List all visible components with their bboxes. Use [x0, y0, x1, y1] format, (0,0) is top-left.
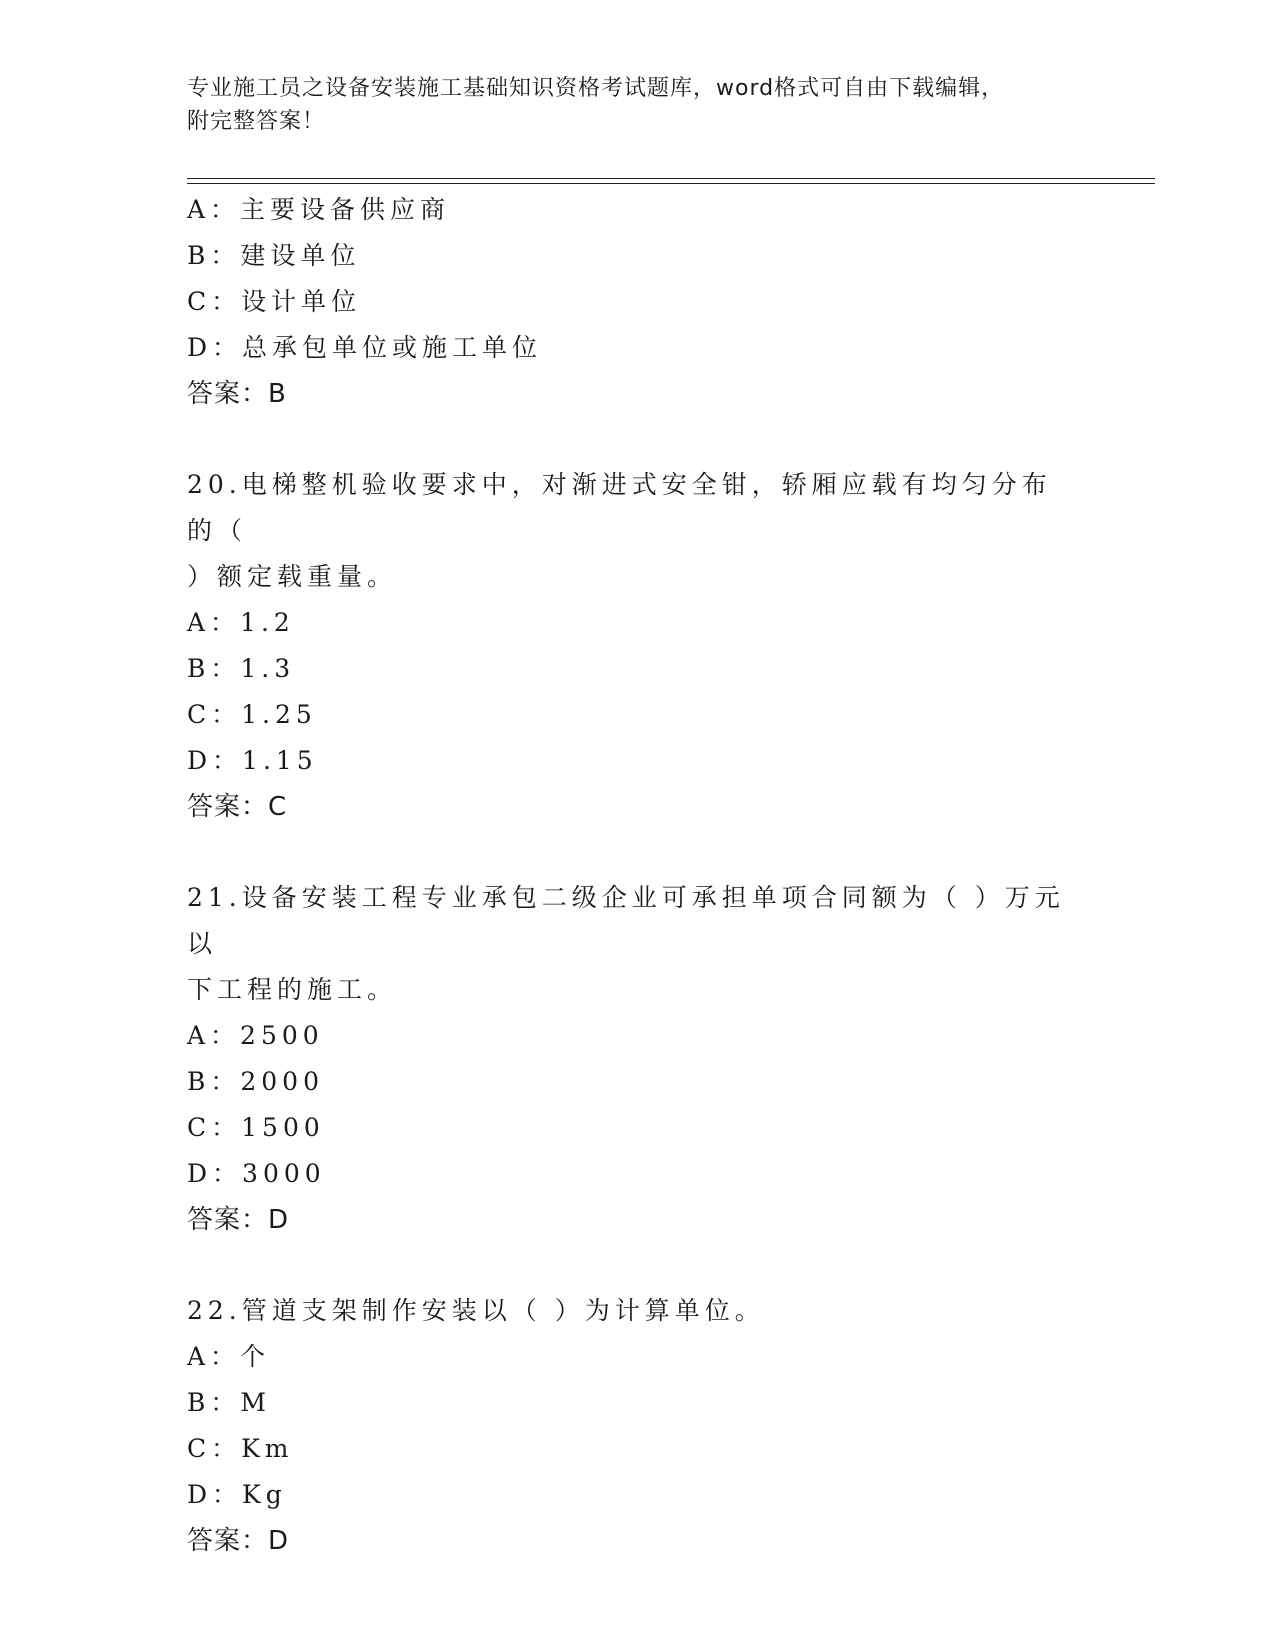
- header-rule-top: [187, 178, 1155, 179]
- question-block-21: [187, 875, 1067, 1243]
- header-line-2: 附完整答案！: [187, 109, 326, 134]
- question-text-line-2: 下工程的施工。: [187, 975, 398, 1004]
- option-d: D：Kg: [187, 1480, 287, 1509]
- option-a: A：2500: [187, 1021, 324, 1050]
- option-c: C：1.25: [187, 700, 317, 729]
- answer-line: 答案：D: [187, 1205, 290, 1235]
- question-text-line-1: 20.电梯整机验收要求中，对渐进式安全钳，轿厢应载有均匀分布的（: [187, 470, 1052, 545]
- option-b: B：M: [187, 1388, 271, 1417]
- option-b: B：建设单位: [187, 241, 361, 270]
- option-c: C：设计单位: [187, 287, 362, 316]
- option-d: D：总承包单位或施工单位: [187, 333, 543, 362]
- question-text-line-2: ）额定载重量。: [187, 562, 398, 591]
- question-list: [187, 187, 1067, 1564]
- option-a: A：1.2: [187, 608, 295, 637]
- answer-line: 答案：B: [187, 379, 287, 409]
- question-block-20: [187, 462, 1067, 830]
- header-rule-bottom: [187, 183, 1155, 184]
- option-a: A：个: [187, 1342, 271, 1371]
- option-d: D：3000: [187, 1159, 326, 1188]
- document-header: [187, 72, 1067, 138]
- question-text-line-1: 21.设备安装工程专业承包二级企业可承担单项合同额为（ ）万元以: [187, 883, 1065, 958]
- question-text-line-1: 22.管道支架制作安装以（ ）为计算单位。: [187, 1296, 765, 1325]
- question-block-22: [187, 1288, 1067, 1564]
- answer-line: 答案：C: [187, 792, 288, 822]
- option-c: C：1500: [187, 1113, 325, 1142]
- option-d: D：1.15: [187, 746, 318, 775]
- header-line-1: 专业施工员之设备安装施工基础知识资格考试题库，word格式可自由下载编辑，: [187, 76, 1005, 101]
- option-b: B：1.3: [187, 654, 296, 683]
- option-b: B：2000: [187, 1067, 324, 1096]
- answer-line: 答案：D: [187, 1526, 290, 1556]
- option-a: A：主要设备供应商: [187, 195, 451, 224]
- question-block-19: [187, 187, 1067, 417]
- option-c: C：Km: [187, 1434, 294, 1463]
